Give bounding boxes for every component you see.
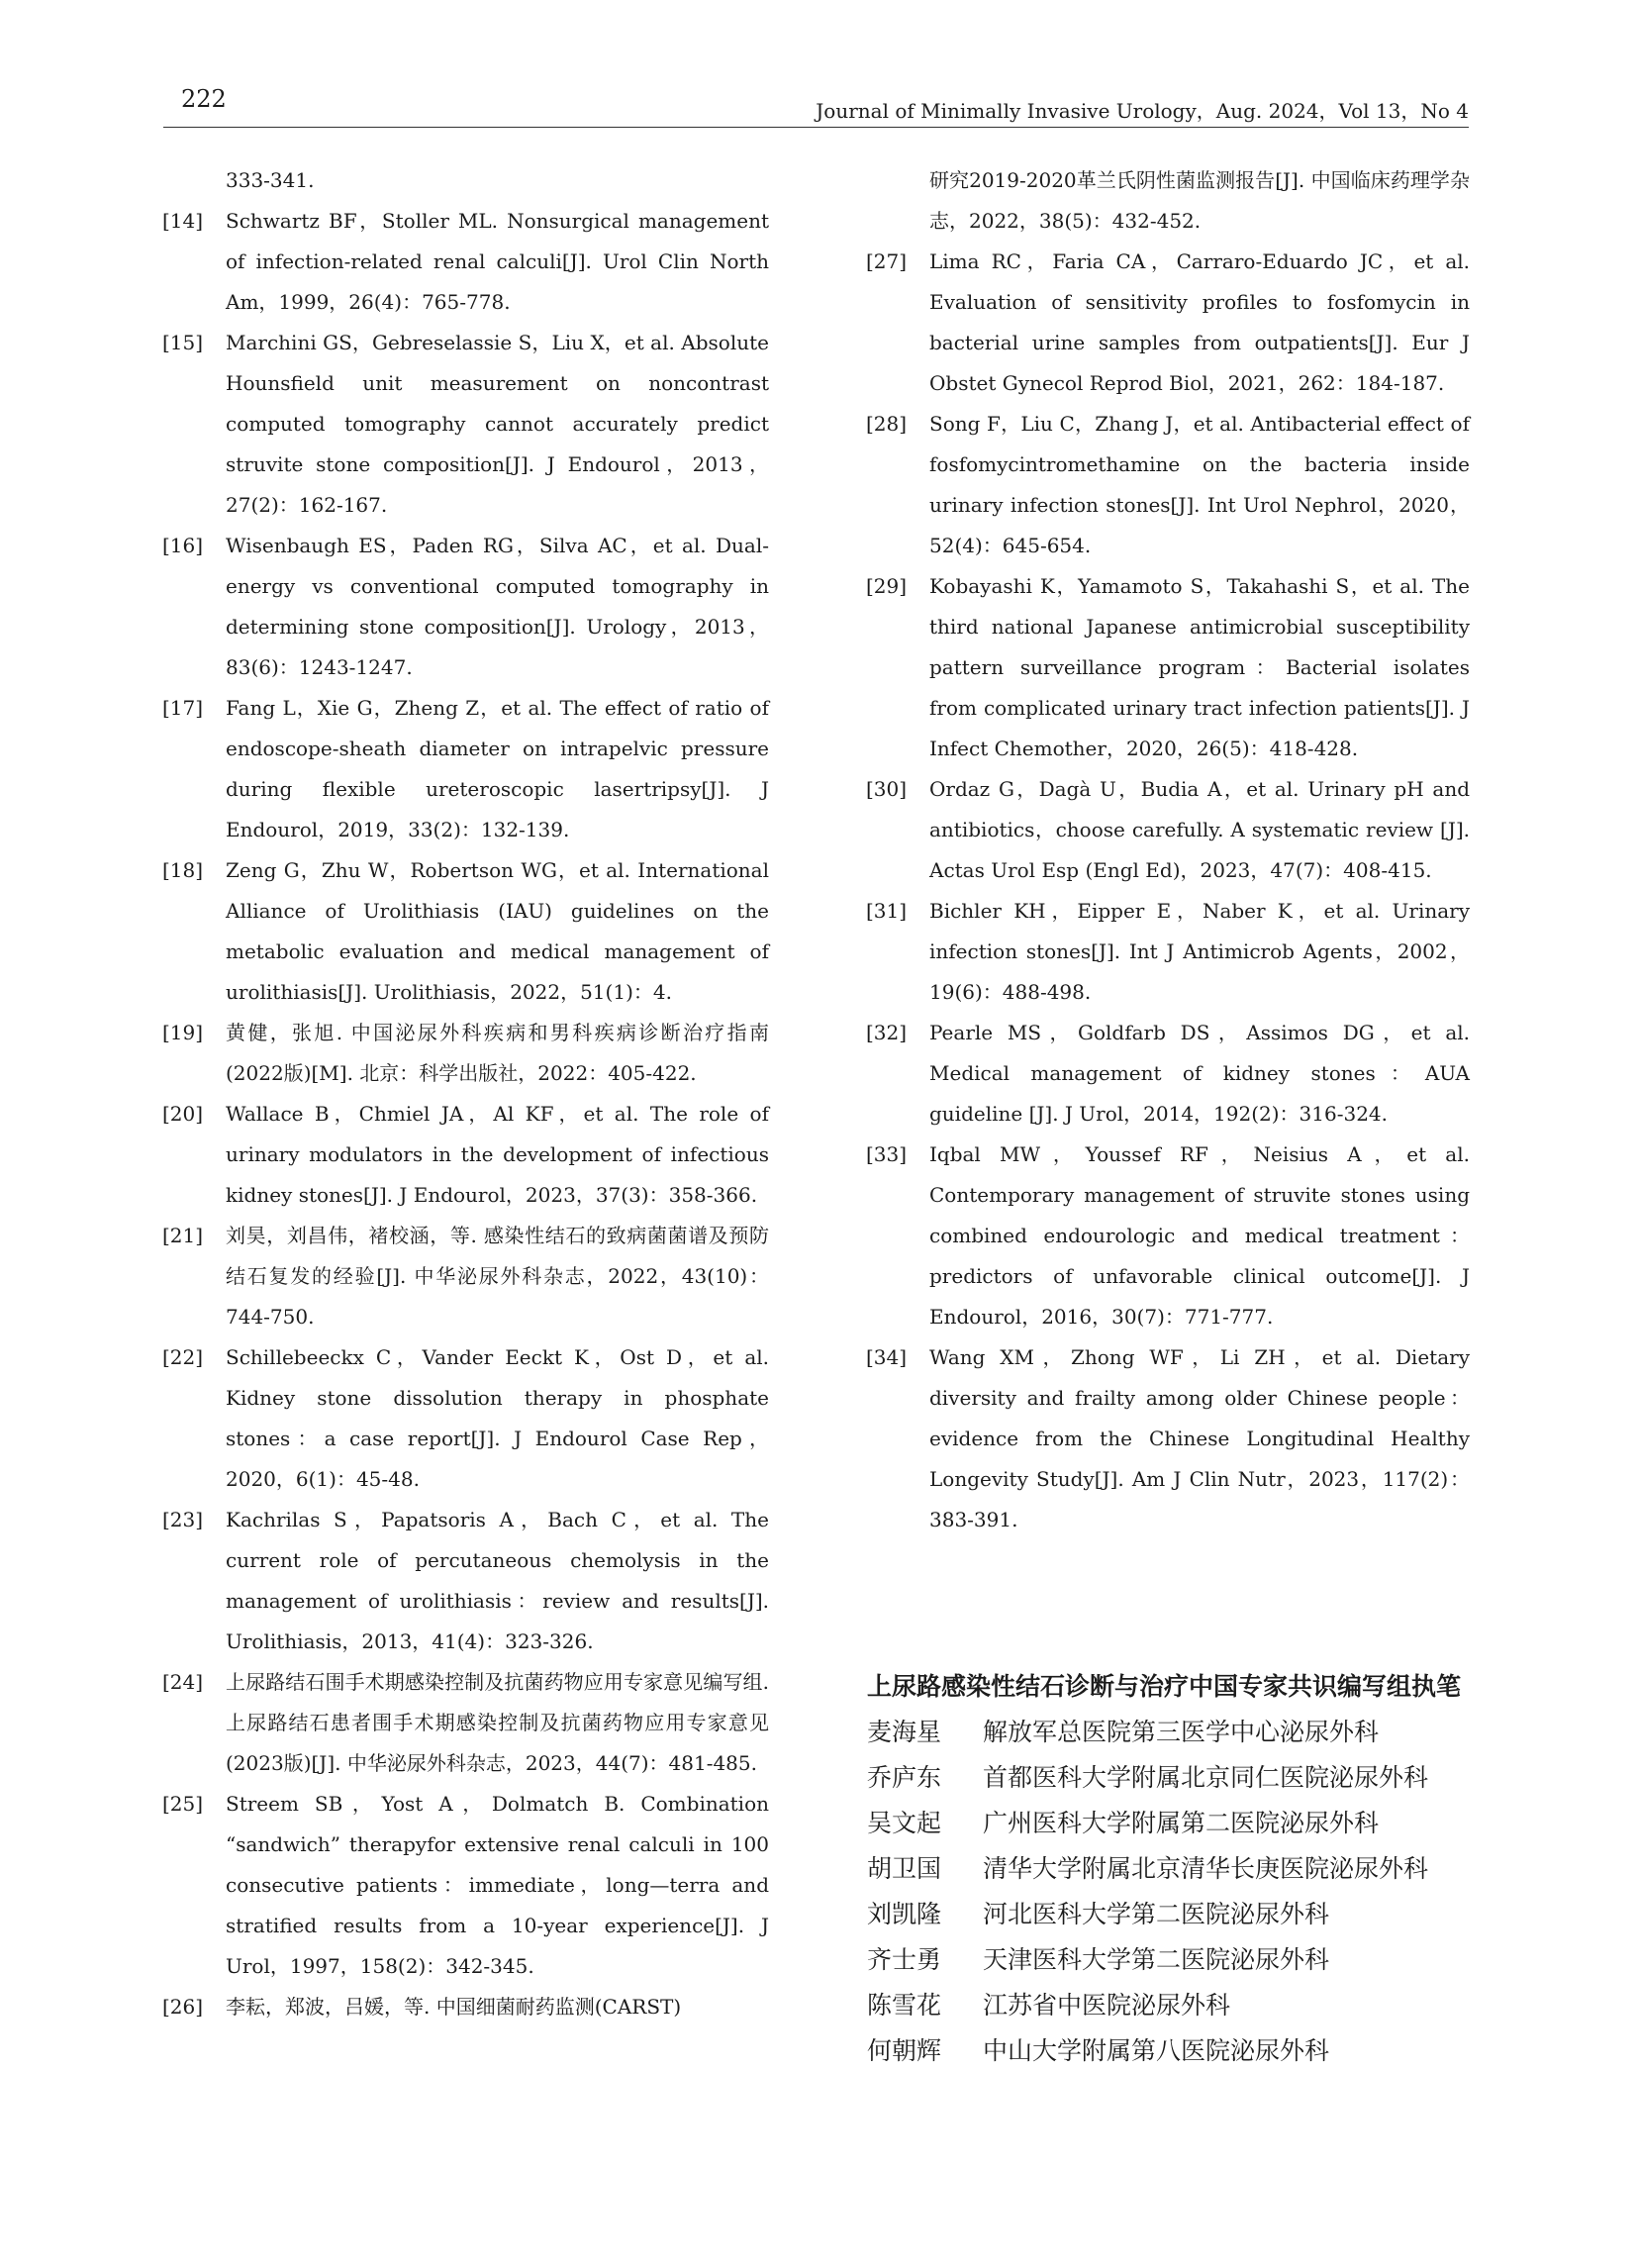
writing-group-member bbox=[867, 1755, 1481, 1801]
reference-number: [23] bbox=[162, 1508, 204, 1531]
reference-number: [14] bbox=[162, 209, 204, 233]
writing-group-member bbox=[867, 1846, 1481, 1892]
reference-text: Wang XM，Zhong WF，Li ZH，et al. Dietary diversity and frailty among older Chinese people：evidence from the Chinese Longitudinal Healthy Longevity Study[J]. Am J Clin Nutr，2023，117(2)：383-391. bbox=[929, 1345, 1470, 1531]
reference-number: [34] bbox=[866, 1345, 908, 1369]
member-affiliation: 解放军总医院第三医学中心泌尿外科 bbox=[983, 1718, 1380, 1746]
reference-number: [33] bbox=[866, 1142, 908, 1166]
writing-group-members bbox=[867, 1710, 1481, 2074]
member-name: 麦海星 bbox=[867, 1718, 942, 1746]
reference-number: [30] bbox=[866, 777, 908, 801]
reference-number: [16] bbox=[162, 534, 204, 557]
member-name: 刘凯隆 bbox=[867, 1900, 942, 1928]
reference-number: [24] bbox=[162, 1670, 204, 1694]
page-number: 222 bbox=[181, 85, 227, 113]
writing-group-member bbox=[867, 2028, 1481, 2074]
reference-column-right bbox=[866, 160, 1470, 1540]
reference-text: Iqbal MW，Youssef RF，Neisius A，et al. Contemporary management of struvite stones using combined endourologic and medical treatment：predictors of unfavorable clinical outcome[J]. J Endourol，2016，30(7)：771-777. bbox=[929, 1142, 1470, 1329]
running-head: Journal of Minimally Invasive Urology，Aug. 2024，Vol 13，No 4 bbox=[816, 99, 1469, 123]
reference-number: [20] bbox=[162, 1102, 204, 1126]
reference-list-left bbox=[162, 201, 769, 2027]
reference-item bbox=[866, 404, 1470, 566]
member-affiliation: 天津医科大学第二医院泌尿外科 bbox=[983, 1945, 1330, 1974]
reference-number: [26] bbox=[162, 1995, 204, 2019]
reference-item bbox=[162, 1662, 769, 1784]
member-affiliation: 广州医科大学附属第二医院泌尿外科 bbox=[983, 1809, 1380, 1837]
reference-item bbox=[162, 1337, 769, 1500]
reference-item bbox=[866, 769, 1470, 891]
reference-continuation: 333-341. bbox=[226, 168, 315, 192]
reference-column-left bbox=[162, 160, 769, 2027]
member-affiliation: 江苏省中医院泌尿外科 bbox=[983, 1991, 1231, 2020]
writing-group bbox=[867, 1663, 1481, 2074]
reference-item bbox=[866, 1337, 1470, 1540]
reference-text: Song F，Liu C，Zhang J，et al. Antibacterial effect of fosfomycintromethamine on the bacteria inside urinary infection stones[J]. Int Urol Nephrol，2020，52(4)：645-654. bbox=[929, 412, 1470, 557]
reference-number: [15] bbox=[162, 331, 204, 354]
reference-item bbox=[162, 201, 769, 323]
writing-group-member bbox=[867, 1983, 1481, 2028]
member-name: 吴文起 bbox=[867, 1809, 942, 1837]
reference-item bbox=[162, 1013, 769, 1094]
reference-text: Ordaz G，Dagà U，Budia A，et al. Urinary pH and antibiotics，choose carefully. A systematic review [J]. Actas Urol Esp (Engl Ed)，2023，47(7)：408-415. bbox=[929, 777, 1470, 882]
member-name: 陈雪花 bbox=[867, 1991, 942, 2020]
member-affiliation: 清华大学附属北京清华长庚医院泌尿外科 bbox=[983, 1854, 1429, 1883]
reference-number: [32] bbox=[866, 1021, 908, 1044]
member-name: 乔庐东 bbox=[867, 1763, 942, 1792]
reference-item bbox=[162, 1784, 769, 1987]
reference-text: Fang L，Xie G，Zheng Z，et al. The effect of ratio of endoscope-sheath diameter on intrapelvic pressure during flexible ureteroscopic lasertripsy[J]. J Endourol，2019，33(2)：132-139. bbox=[226, 696, 769, 841]
writing-group-member bbox=[867, 1892, 1481, 1937]
reference-text: Kachrilas S，Papatsoris A，Bach C，et al. The current role of percutaneous chemolysis in the management of urolithiasis：review and results[J]. Urolithiasis，2013，41(4)：323-326. bbox=[226, 1508, 769, 1653]
reference-text: 刘昊，刘昌伟，褚校涵，等. 感染性结石的致病菌菌谱及预防结石复发的经验[J]. 中华泌尿外科杂志，2022，43(10)：744-750. bbox=[226, 1224, 769, 1329]
reference-text: Zeng G，Zhu W，Robertson WG，et al. International Alliance of Urolithiasis (IAU) guidelines on the metabolic evaluation and medical management of urolithiasis[J]. Urolithiasis，2022，51(1)：4. bbox=[226, 858, 769, 1004]
reference-text: Wallace B，Chmiel JA，Al KF，et al. The role of urinary modulators in the development of infectious kidney stones[J]. J Endourol，2023，37(3)：358-366. bbox=[226, 1102, 769, 1207]
reference-number: [17] bbox=[162, 696, 204, 720]
reference-number: [21] bbox=[162, 1224, 204, 1247]
member-name: 齐士勇 bbox=[867, 1945, 942, 1974]
writing-group-title: 上尿路感染性结石诊断与治疗中国专家共识编写组执笔 bbox=[867, 1672, 1462, 1701]
reference-text: Marchini GS，Gebreselassie S，Liu X，et al. Absolute Hounsfield unit measurement on noncontrast computed tomography cannot accurately predict struvite stone composition[J]. J Endourol，2013，27(2)：162-167. bbox=[226, 331, 769, 517]
member-affiliation: 首都医科大学附属北京同仁医院泌尿外科 bbox=[983, 1763, 1429, 1792]
reference-item bbox=[866, 566, 1470, 769]
reference-item bbox=[162, 1500, 769, 1662]
reference-text: Lima RC，Faria CA，Carraro-Eduardo JC，et al. Evaluation of sensitivity profiles to fosfomycin in bacterial urine samples from outpatients[J]. Eur J Obstet Gynecol Reprod Biol，2021，262：184-187. bbox=[929, 249, 1470, 395]
reference-item bbox=[866, 891, 1470, 1013]
reference-item bbox=[162, 688, 769, 850]
member-name: 胡卫国 bbox=[867, 1854, 942, 1883]
reference-list-right bbox=[866, 242, 1470, 1540]
reference-item bbox=[162, 1216, 769, 1337]
reference-text: Wisenbaugh ES，Paden RG，Silva AC，et al. Dual-energy vs conventional computed tomography in determining stone composition[J]. Urology，2013，83(6)：1243-1247. bbox=[226, 534, 769, 679]
reference-continuation: 研究2019-2020革兰氏阴性菌监测报告[J]. 中国临床药理学杂志，2022，38(5)：432-452. bbox=[929, 168, 1470, 233]
reference-text: 上尿路结石围手术期感染控制及抗菌药物应用专家意见编写组. 上尿路结石患者围手术期感染控制及抗菌药物应用专家意见(2023版)[J]. 中华泌尿外科杂志，2023，44(7)：481-485. bbox=[226, 1670, 769, 1775]
reference-number: [25] bbox=[162, 1792, 204, 1816]
reference-text: Schillebeeckx C，Vander Eeckt K，Ost D，et al. Kidney stone dissolution therapy in phosphate stones：a case report[J]. J Endourol Case Rep，2020，6(1)：45-48. bbox=[226, 1345, 769, 1491]
writing-group-member bbox=[867, 1801, 1481, 1846]
member-name: 何朝辉 bbox=[867, 2036, 942, 2065]
member-affiliation: 河北医科大学第二医院泌尿外科 bbox=[983, 1900, 1330, 1928]
reference-item bbox=[866, 242, 1470, 404]
reference-item bbox=[162, 850, 769, 1013]
reference-number: [29] bbox=[866, 574, 908, 598]
reference-item bbox=[866, 1013, 1470, 1134]
reference-text: 黄健，张旭. 中国泌尿外科疾病和男科疾病诊断治疗指南(2022版)[M]. 北京：科学出版社，2022：405-422. bbox=[226, 1021, 769, 1085]
reference-item bbox=[162, 526, 769, 688]
reference-number: [27] bbox=[866, 249, 908, 273]
reference-item bbox=[866, 1134, 1470, 1337]
reference-number: [28] bbox=[866, 412, 908, 436]
reference-text: Kobayashi K，Yamamoto S，Takahashi S，et al. The third national Japanese antimicrobial susceptibility pattern surveillance program：Bacterial isolates from complicated urinary tract infection patients[J]. J Infect Chemother，2020，26(5)：418-428. bbox=[929, 574, 1470, 760]
reference-number: [22] bbox=[162, 1345, 204, 1369]
writing-group-member bbox=[867, 1937, 1481, 1983]
reference-item bbox=[162, 1094, 769, 1216]
reference-text: Bichler KH，Eipper E，Naber K，et al. Urinary infection stones[J]. Int J Antimicrob Agents，2002，19(6)：488-498. bbox=[929, 899, 1470, 1004]
reference-text: Streem SB，Yost A，Dolmatch B. Combination “sandwich” therapyfor extensive renal calculi in 100 consecutive patients：immediate，long—terra and stratified results from a 10-year experience[J]. J Urol，1997，158(2)：342-345. bbox=[226, 1792, 769, 1978]
reference-item bbox=[162, 1987, 769, 2027]
reference-number: [31] bbox=[866, 899, 908, 923]
header-rule bbox=[163, 127, 1469, 128]
reference-text: Pearle MS，Goldfarb DS，Assimos DG，et al. Medical management of kidney stones：AUA guideline [J]. J Urol，2014，192(2)：316-324. bbox=[929, 1021, 1470, 1126]
reference-number: [19] bbox=[162, 1021, 204, 1044]
reference-number: [18] bbox=[162, 858, 204, 882]
reference-text: 李耘，郑波，吕媛，等. 中国细菌耐药监测(CARST) bbox=[226, 1995, 682, 2019]
writing-group-member bbox=[867, 1710, 1481, 1755]
member-affiliation: 中山大学附属第八医院泌尿外科 bbox=[983, 2036, 1330, 2065]
reference-item bbox=[162, 323, 769, 526]
reference-text: Schwartz BF，Stoller ML. Nonsurgical management of infection-related renal calculi[J]. Urol Clin North Am，1999，26(4)：765-778. bbox=[226, 209, 769, 314]
